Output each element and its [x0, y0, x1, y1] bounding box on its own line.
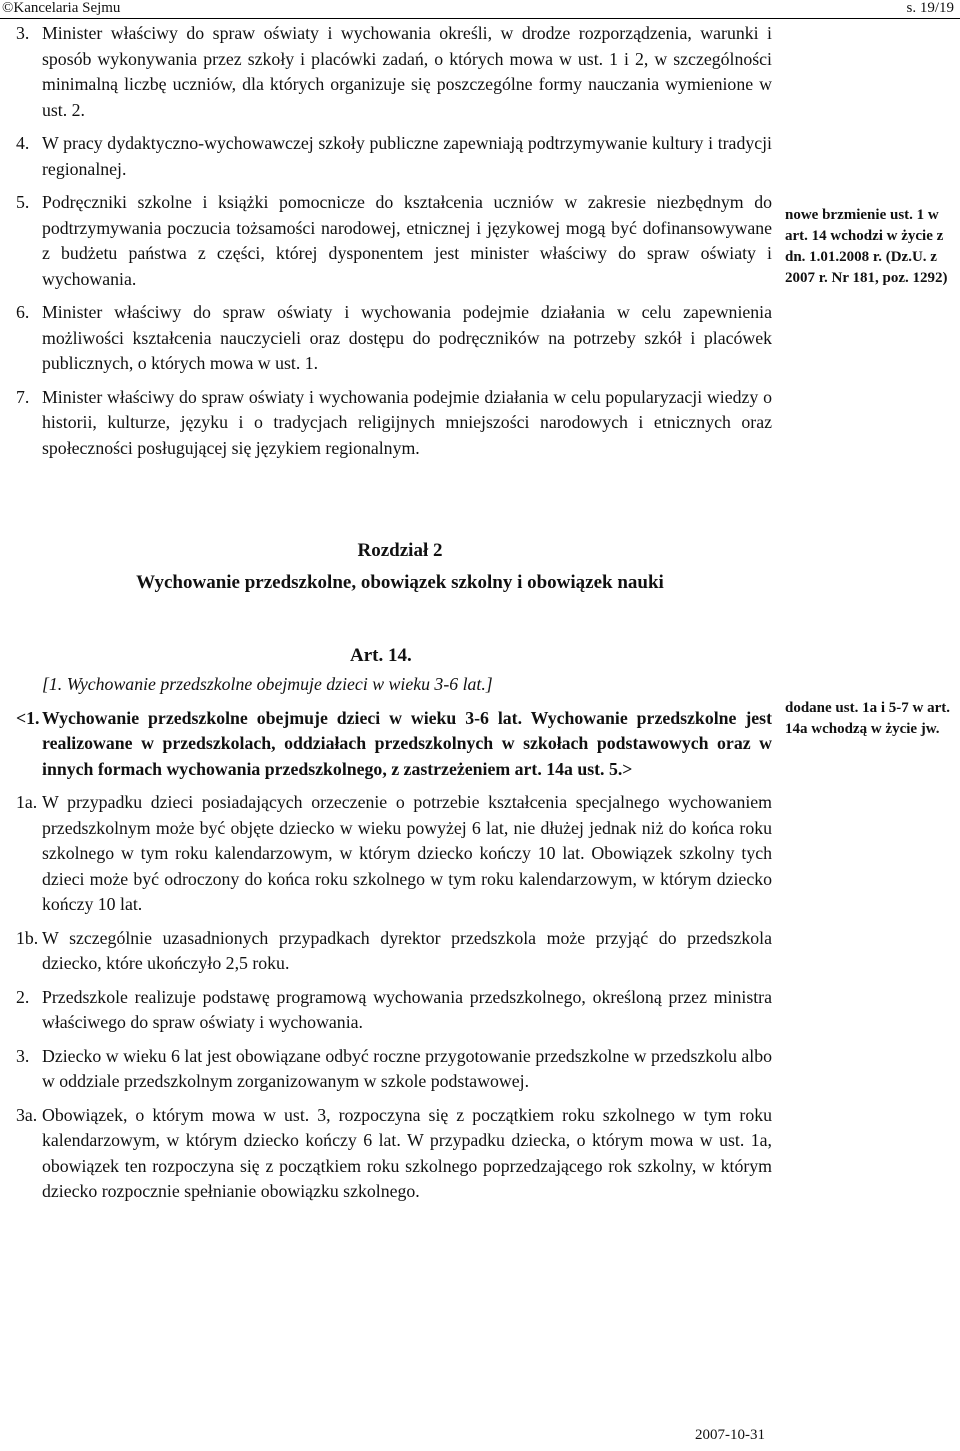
- paragraph-number: 3.: [16, 23, 30, 43]
- paragraph-text: Minister właściwy do spraw oświaty i wychowania podejmie działania w celu zapewnienia możliwości kształcenia nauczycieli oraz dostępu do podręczników na potrzeby szkół i placówek publicznych, o których mowa w ust. 1.: [42, 302, 772, 373]
- footer-date: 2007-10-31: [695, 1427, 765, 1443]
- paragraph-text: W szczególnie uzasadnionych przypadkach dyrektor przedszkola może przyjąć do przedszkola dziecko, które ukończyło 2,5 roku.: [42, 927, 772, 973]
- article-title: Art. 14.: [350, 645, 412, 666]
- paragraph-1a: [16, 790, 772, 918]
- paragraph-3a: [16, 1103, 772, 1205]
- paragraph-number: 7.: [16, 386, 30, 407]
- header-source: ©Kancelaria Sejmu: [2, 0, 121, 16]
- paragraph-text: W przypadku dzieci posiadających orzeczenie o potrzebie kształcenia specjalnego wychowaniem przedszkolnym może być objęte dziecko w wieku powyżej 6 lat, nie dłużej jednak niż do końca roku szkolnego w tym roku kalendarzowym, w którym dziecko kończy 10 lat. Obowiązek szkolny tych dzieci może być odroczony do końca roku szkolnego w tym roku kalendarzowym, w którym dziecko kończy 10 lat.: [42, 792, 772, 914]
- paragraph-3: [16, 1044, 772, 1095]
- paragraph-6: [16, 300, 772, 377]
- marginal-note-amendment: nowe brzmienie ust. 1 w art. 14 wchodzi w życie z dn. 1.01.2008 r. (Dz.U. z 2007 r. Nr 181, poz. 1292): [785, 207, 948, 286]
- paragraph-3: [16, 21, 772, 123]
- paragraph-number: 2.: [16, 986, 30, 1007]
- paragraph-number: 5.: [16, 192, 30, 212]
- paragraph-text: Minister właściwy do spraw oświaty i wychowania określi, w drodze rozporządzenia, warunki i sposób wykonywania przez szkoły i placówki zadań, o których mowa w ust. 1 i 2, w szczególności minimalną liczbę uczniów, dla których organizuje się poszczególne formy nauczania wymienione w ust. 2.: [42, 23, 772, 120]
- chapter-heading: [0, 540, 800, 594]
- paragraph-text: Dziecko w wieku 6 lat jest obowiązane odbyć roczne przygotowanie przedszkolne w przedszkolu albo w oddziale przedszkolnym zorganizowanym w szkole podstawowej.: [42, 1045, 772, 1091]
- paragraph-5: [16, 190, 772, 292]
- paragraph-number: 3a.: [16, 1104, 38, 1125]
- header-page-number: s. 19/19: [906, 0, 954, 16]
- paragraph-text: Obowiązek, o którym mowa w ust. 3, rozpoczyna się z początkiem roku szkolnego w tym roku kalendarzowym, w którym dziecko kończy 6 lat. W przypadku dziecka, o którym mowa w ust. 1a, obowiązek ten rozpoczyna się z początkiem roku szkolnego poprzedzającego rok szkolny, w którym dziecko rozpocznie spełnianie obowiązku szkolnego.: [42, 1104, 772, 1201]
- paragraph-number: 3.: [16, 1045, 30, 1066]
- paragraph-text: Podręczniki szkolne i książki pomocnicze do kształcenia uczniów w zakresie niezbędnym do podtrzymywania poczucia tożsamości narodowej, etnicznej i językowej mogą być dofinansowywane z budżetu państwa z części, której dysponentem jest minister właściwy do spraw oświaty i wychowania.: [42, 192, 772, 289]
- paragraph-number: 1a.: [16, 792, 38, 812]
- paragraph-1b: [16, 926, 772, 977]
- page-header: [0, 0, 960, 19]
- article-new-text: [16, 706, 772, 783]
- paragraph-number: <1.: [16, 707, 40, 728]
- marginal-note-added: dodane ust. 1a i 5-7 w art. 14a wchodzą w życie jw.: [785, 700, 951, 737]
- article-old-text: [1. Wychowanie przedszkolne obejmuje dzieci w wieku 3-6 lat.]: [42, 674, 493, 694]
- paragraph-4: [16, 131, 772, 182]
- paragraph-text: Minister właściwy do spraw oświaty i wychowania podejmie działania w celu popularyzacji wiedzy o historii, kulturze, języku i o tradycjach religijnych mniejszości narodowych i etnicznych oraz społeczności posługującej się językiem regionalnym.: [42, 386, 772, 458]
- paragraph-7: [16, 385, 772, 462]
- paragraph-number: 6.: [16, 302, 30, 322]
- chapter-title: Rozdział 2: [357, 540, 443, 561]
- paragraph-text: Przedszkole realizuje podstawę programową wychowania przedszkolnego, określoną przez ministra właściwego do spraw oświaty i wychowania.: [42, 986, 772, 1032]
- chapter-subtitle: Wychowanie przedszkolne, obowiązek szkolny i obowiązek nauki: [136, 572, 664, 593]
- paragraph-2: [16, 985, 772, 1036]
- paragraph-text: W pracy dydaktyczno-wychowawczej szkoły publiczne zapewniają podtrzymywanie kultury i tradycji regionalnej.: [42, 133, 772, 179]
- upper-text: [16, 21, 772, 469]
- paragraph-number: 4.: [16, 133, 30, 153]
- paragraph-text: Wychowanie przedszkolne obejmuje dzieci w wieku 3-6 lat. Wychowanie przedszkolne jest realizowane w przedszkolach, oddziałach przedszkolnych w szkołach podstawowych oraz w innych formach wychowania przedszkolnego, z zastrzeżeniem art. 14a ust. 5.>: [42, 707, 772, 779]
- article-body: [16, 672, 772, 1213]
- paragraph-number: 1b.: [16, 927, 39, 948]
